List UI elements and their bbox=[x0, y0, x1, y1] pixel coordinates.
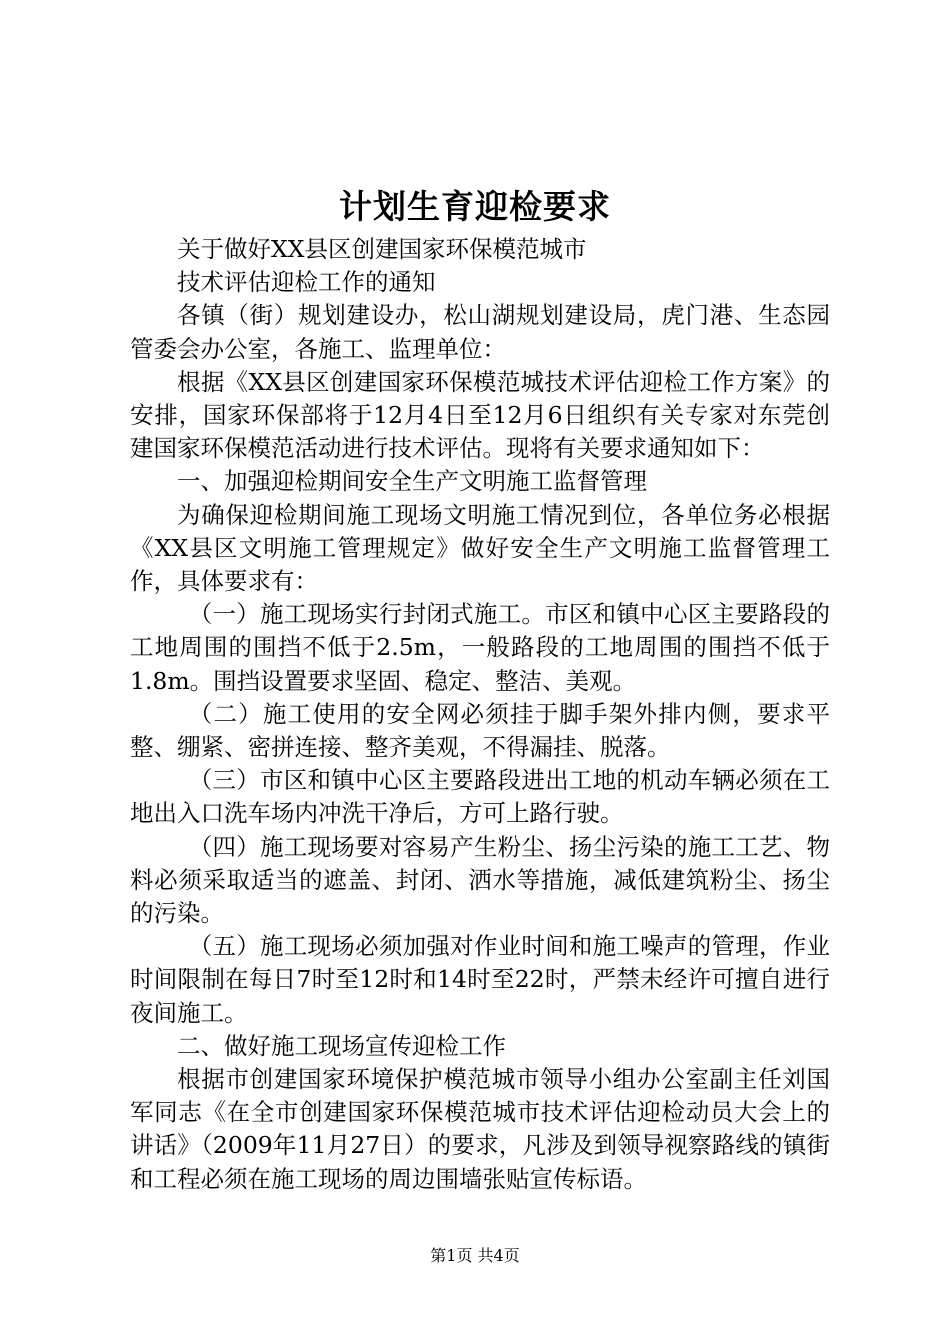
requirement-item-5: （五）施工现场必须加强对作业时间和施工噪声的管理，作业时间限制在每日7时至12时和14时至22时，严禁未经许可擅自进行夜间施工。 bbox=[130, 932, 830, 1027]
requirement-item-4: （四）施工现场要对容易产生粉尘、扬尘污染的施工工艺、物料必须采取适当的遮盖、封闭、洒水等措施，减低建筑粉尘、扬尘的污染。 bbox=[130, 832, 830, 928]
section-2-paragraph: 根据市创建国家环境保护模范城市领导小组办公室副主任刘国军同志《在全市创建国家环保模范城市技术评估迎检动员大会上的讲话》（2009年11月27日）的要求，凡涉及到领导视察路线的镇街和工程必须在施工现场的周边围墙张贴宣传标语。 bbox=[130, 1065, 830, 1193]
section-heading-1: 一、加强迎检期间安全生产文明施工监督管理 bbox=[177, 467, 647, 496]
notice-heading-line-1: 关于做好XX县区创建国家环保模范城市 bbox=[177, 235, 587, 263]
section-1-intro: 为确保迎检期间施工现场文明施工情况到位，各单位务必根据《XX县区文明施工管理规定》做好安全生产文明施工监督管理工作，具体要求有： bbox=[130, 500, 830, 596]
requirement-item-2: （二）施工使用的安全网必须挂于脚手架外排内侧，要求平整、绷紧、密拼连接、整齐美观，不得漏挂、脱落。 bbox=[130, 699, 830, 762]
document-title: 计划生育迎检要求 bbox=[339, 187, 611, 226]
notice-heading-line-2: 技术评估迎检工作的通知 bbox=[177, 268, 436, 297]
requirement-item-3: （三）市区和镇中心区主要路段进出工地的机动车辆必须在工地出入口洗车场内冲洗干净后，方可上路行驶。 bbox=[130, 766, 830, 828]
intro-paragraph: 根据《XX县区创建国家环保模范城技术评估迎检工作方案》的安排，国家环保部将于12月4日至12月6日组织有关专家对东莞创建国家环保模范活动进行技术评估。现将有关要求通知如下： bbox=[130, 367, 830, 463]
requirement-item-1: （一）施工现场实行封闭式施工。市区和镇中心区主要路段的工地周围的围挡不低于2.5m，一般路段的工地周围的围挡不低于1.8m。围挡设置要求坚固、稳定、整洁、美观。 bbox=[130, 600, 830, 695]
addressee-paragraph: 各镇（街）规划建设办，松山湖规划建设局，虎门港、生态园管委会办公室，各施工、监理单位： bbox=[130, 301, 830, 363]
section-heading-2: 二、做好施工现场宣传迎检工作 bbox=[177, 1031, 506, 1060]
page-number-footer: 第1页 共4页 bbox=[430, 1246, 520, 1265]
document-body bbox=[130, 233, 830, 1196]
